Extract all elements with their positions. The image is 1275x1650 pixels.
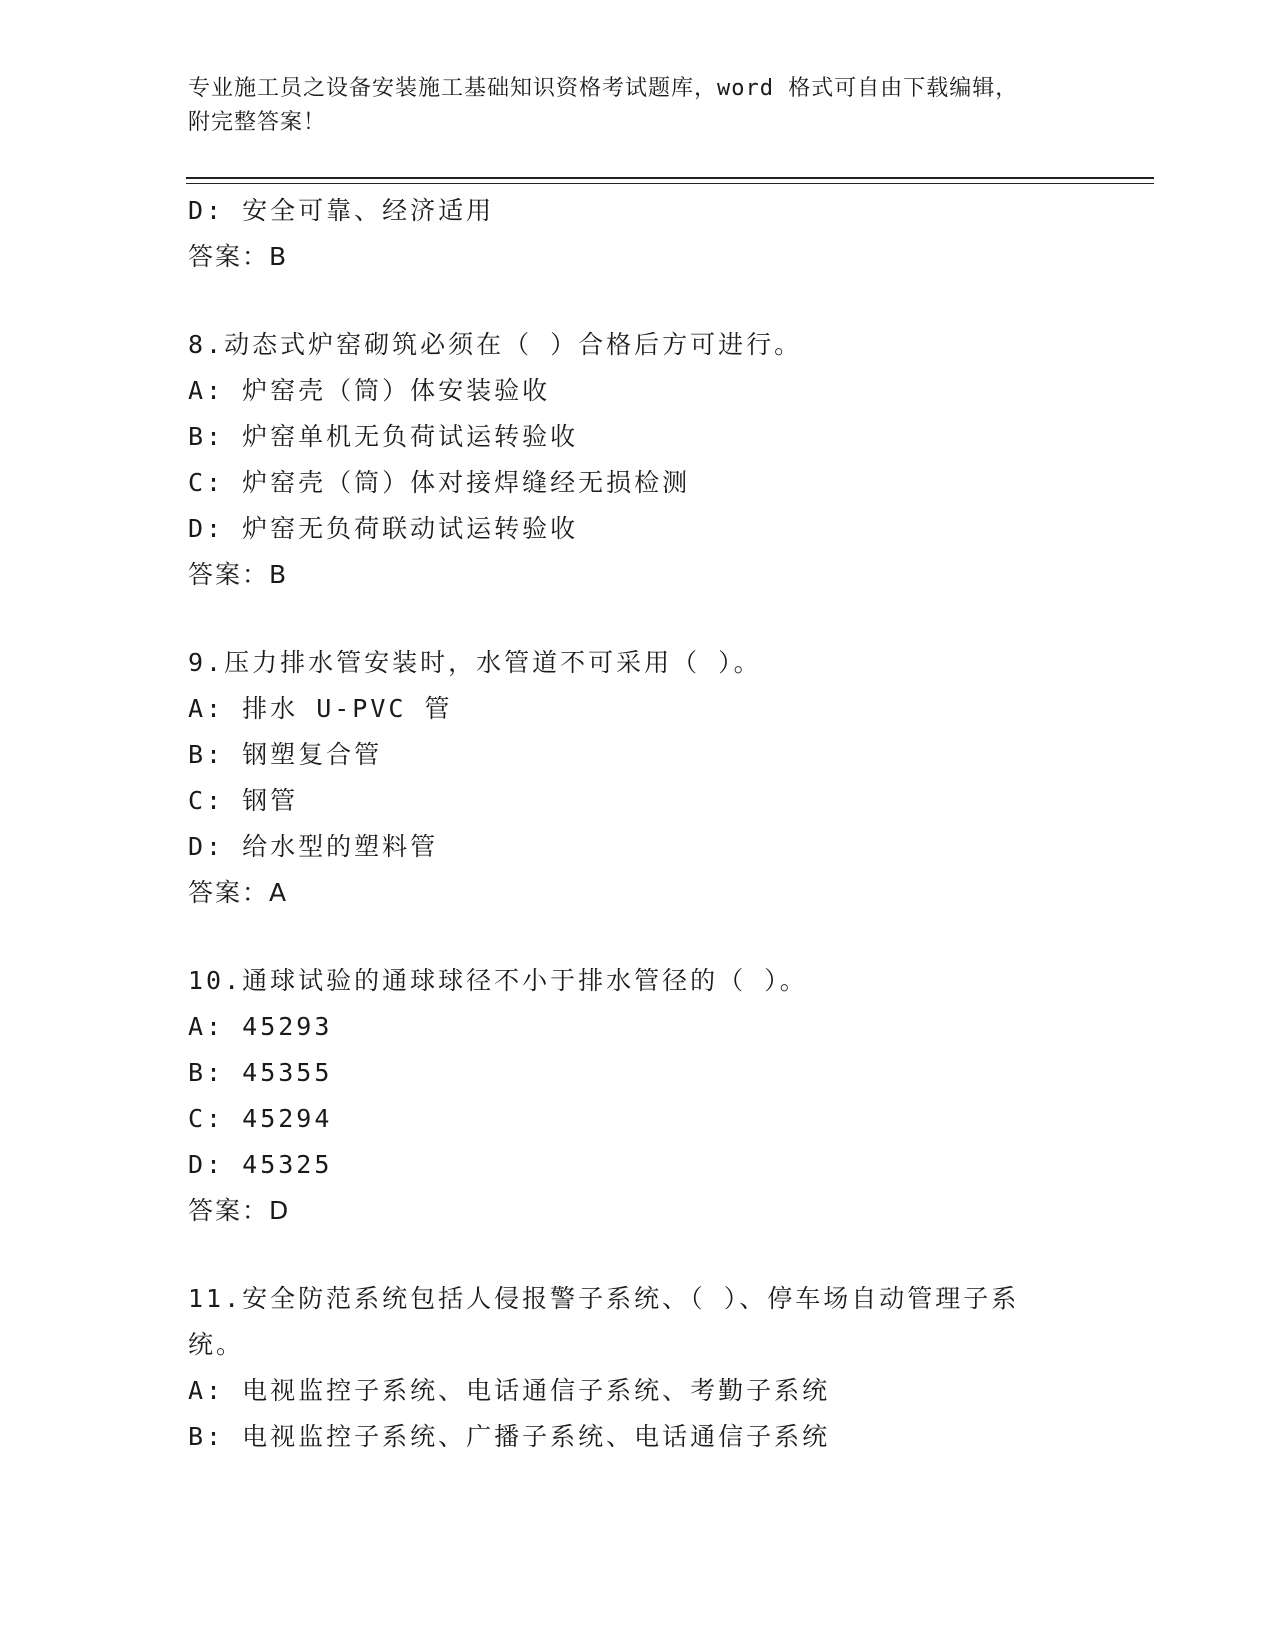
option-c: C: 45294 bbox=[188, 1104, 333, 1133]
spacer bbox=[188, 916, 1088, 958]
question-8 bbox=[188, 322, 1088, 598]
option-a: A: 排水 U-PVC 管 bbox=[188, 694, 453, 723]
option-d: D: 炉窑无负荷联动试运转验收 bbox=[188, 514, 579, 543]
option-b: B: 45355 bbox=[188, 1058, 333, 1087]
header-divider-thin bbox=[186, 183, 1154, 184]
question-list bbox=[188, 188, 1088, 1460]
option-b: B: 电视监控子系统、广播子系统、电话通信子系统 bbox=[188, 1422, 831, 1451]
header-divider-thick bbox=[186, 177, 1154, 179]
question-stem: 10.通球试验的通球球径不小于排水管径的（ ）。 bbox=[188, 966, 808, 995]
option-a: A: 45293 bbox=[188, 1012, 333, 1041]
question-stem: 9.压力排水管安装时，水管道不可采用（ ）。 bbox=[188, 648, 762, 677]
option-a: A: 电视监控子系统、电话通信子系统、考勤子系统 bbox=[188, 1376, 831, 1405]
question-9 bbox=[188, 640, 1088, 916]
question-10 bbox=[188, 958, 1088, 1234]
option-c: C: 钢管 bbox=[188, 786, 299, 815]
document-header bbox=[188, 72, 1068, 140]
answer-line: 答案：D bbox=[188, 1196, 291, 1225]
question-stem-line-2: 统。 bbox=[188, 1330, 245, 1359]
spacer bbox=[188, 1234, 1088, 1276]
question-stem: 8.动态式炉窑砌筑必须在（ ）合格后方可进行。 bbox=[188, 330, 803, 359]
option-d: D: 45325 bbox=[188, 1150, 333, 1179]
header-line-2: 附完整答案！ bbox=[188, 110, 327, 135]
spacer bbox=[188, 598, 1088, 640]
option-a: A: 炉窑壳（筒）体安装验收 bbox=[188, 376, 551, 405]
question-stem-line-1: 11.安全防范系统包括人侵报警子系统、（ ）、停车场自动管理子系 bbox=[188, 1284, 1020, 1313]
answer-line: 答案：A bbox=[188, 878, 289, 907]
spacer bbox=[188, 280, 1088, 322]
answer-line: 答案：B bbox=[188, 560, 289, 589]
option-d: D: 给水型的塑料管 bbox=[188, 832, 439, 861]
option-d: D: 安全可靠、经济适用 bbox=[188, 196, 495, 225]
header-line-1: 专业施工员之设备安装施工基础知识资格考试题库，word 格式可自由下载编辑， bbox=[188, 76, 1019, 101]
option-c: C: 炉窑壳（筒）体对接焊缝经无损检测 bbox=[188, 468, 691, 497]
question-11 bbox=[188, 1276, 1088, 1460]
answer-line: 答案：B bbox=[188, 242, 289, 271]
option-b: B: 钢塑复合管 bbox=[188, 740, 383, 769]
option-b: B: 炉窑单机无负荷试运转验收 bbox=[188, 422, 579, 451]
